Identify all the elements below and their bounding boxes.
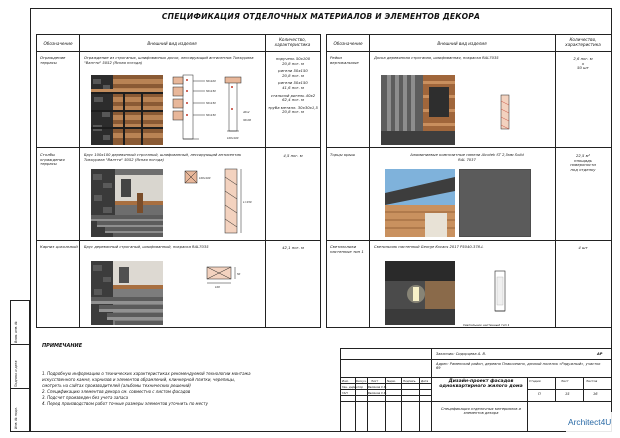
row-divider xyxy=(327,147,611,148)
stamp-line xyxy=(527,377,528,431)
sheet-title: СПЕЦИФИКАЦИЯ ОТДЕЛОЧНЫХ МАТЕРИАЛОВ И ЭЛЕМЕНТОВ ДЕКОРА xyxy=(161,12,481,21)
logo-text: Architect4U xyxy=(568,417,612,427)
qty-line: 62,4 пог. м xyxy=(282,97,304,103)
header-view: Внешний вид изделия xyxy=(147,41,197,46)
row-qty-lamps xyxy=(557,246,609,254)
qty-line: ригели 50х150 xyxy=(278,80,308,86)
qty-line: ригели 50х150 xyxy=(278,68,308,74)
railing-section-drawing xyxy=(169,73,261,145)
dim-label: 50х150 xyxy=(206,114,216,117)
header-qty: Количество, характеристика xyxy=(565,37,601,47)
qty-line: 20,8 пог. м xyxy=(282,72,304,78)
row-qty-roof-edges xyxy=(557,154,609,175)
stamp-col-label: №док. xyxy=(387,379,397,383)
right-spec-table xyxy=(326,34,612,328)
row-desc-railing: Ограждение из строганых, шлифованных досок, лессирующий антисептик Тиккурила "Валтти" 5052 (Ясная погода) xyxy=(84,56,254,65)
gray-panel-swatch xyxy=(459,169,531,237)
row-desc-lamps: Светильник настенный George Kovacs 2017 P5040-378-L xyxy=(374,245,484,249)
dim-label: 100х100 xyxy=(199,177,211,180)
stamp-stage-header: Листов xyxy=(586,379,598,383)
stamp-sheet-name: Спецификация отделочных материалов и элементов декора xyxy=(441,407,521,416)
roof-edge-photo xyxy=(385,169,455,237)
stamp-line xyxy=(419,377,420,431)
header-qty: Количество, характеристика xyxy=(274,37,311,47)
slat-section-drawing xyxy=(491,91,521,135)
stamp-line xyxy=(555,377,556,401)
row-divider xyxy=(327,240,611,241)
stamp-line xyxy=(527,389,611,390)
note-line: 2. Спецификацию элементов декора см. совместно с листом фасадов xyxy=(42,389,191,394)
note-line: 4. Перед производством работ точные размеры элементов уточнить по месту xyxy=(42,401,208,406)
stamp-line xyxy=(341,377,611,378)
stamp-col-label: Дата xyxy=(421,379,429,383)
qty-line: площадь xyxy=(574,157,592,163)
stamp-sheet-number: 15 xyxy=(565,392,570,396)
dim-label: 100 xyxy=(215,286,220,289)
row-qty-railing xyxy=(267,57,319,118)
stamp-sheet-total: 16 xyxy=(593,392,598,396)
stamp-person: Беляков С.В. xyxy=(368,391,387,395)
row-qty-posts xyxy=(267,154,319,162)
slats-photo xyxy=(381,75,455,145)
stamp-col-label: Кол.уч. xyxy=(356,379,367,383)
qty-line: 20,8 пог. м xyxy=(282,109,304,115)
architect4u-logo xyxy=(566,412,618,434)
qty-line: 20,8 пог. м xyxy=(282,60,304,66)
qty-line: 4 шт xyxy=(578,245,588,250)
stamp-stage-header: Лист xyxy=(561,379,569,383)
railing-photo xyxy=(91,75,163,145)
qty-line: поручень 50х100 xyxy=(275,56,311,61)
stamp-code: АР xyxy=(597,352,603,356)
row-name-railing: Ограждение террасы xyxy=(40,55,66,65)
dim-label: 50 xyxy=(237,273,241,276)
dim-label: 50х150 xyxy=(206,102,216,105)
left-spec-table xyxy=(36,34,321,328)
dim-label: 40х2 xyxy=(243,111,250,114)
row-divider xyxy=(37,51,320,52)
dim-label: 30х30 xyxy=(243,119,252,122)
posts-section-drawing xyxy=(177,167,257,237)
row-divider xyxy=(327,51,611,52)
stamp-stage-value: П xyxy=(538,392,541,396)
qty-line: 50 шт xyxy=(577,65,589,71)
col-divider xyxy=(369,35,370,327)
qty-line: поверхности xyxy=(570,162,596,168)
note-line: искусственного камня, карнизов и элементов обрамлений, клинкерной плитки, черепицы, xyxy=(42,377,236,382)
cornice-photo xyxy=(91,261,163,325)
stamp-address: Адрес: Раменский район, деревня Плаксинино, дачный поселок «Радужный», участок 69 xyxy=(436,362,601,371)
dim-label: L=150 xyxy=(243,201,252,204)
row-desc-roof-edges: Алюминиевые композитные панели Alcotek ST 2,5мм Solid RAL 7037 xyxy=(410,153,524,162)
col-divider xyxy=(265,35,266,327)
row-name-cornice: Карниз цокольный xyxy=(40,244,78,249)
lamp-product-drawing xyxy=(477,263,527,323)
qty-line: 2,6 пог. м xyxy=(573,56,593,61)
row-name-roof-edges: Торцы крыш xyxy=(330,152,356,157)
stamp-role: ГАП xyxy=(342,391,348,395)
stamp-line xyxy=(401,377,402,431)
stamp-person: Беляков С.В. xyxy=(368,385,387,389)
stamp-line xyxy=(341,359,611,360)
row-divider xyxy=(37,147,320,148)
stamp-line xyxy=(341,401,611,402)
header-name: Обозначение xyxy=(333,41,363,46)
row-name-slats: Рейки вертикальные xyxy=(330,55,359,65)
side-label-inv-replace: Взам. инв. № xyxy=(14,321,18,343)
stamp-customer: Заказчик: Сидорцева А. В. xyxy=(436,352,487,356)
stamp-role: Ген. директор xyxy=(342,385,363,389)
side-stamp xyxy=(10,300,30,432)
col-divider xyxy=(79,35,80,327)
stamp-col-label: Подпись xyxy=(403,379,416,383)
posts-photo xyxy=(91,169,163,237)
lamp-caption: Светильник настенный тип 1 xyxy=(463,323,510,327)
qty-line: 42,1 пог. м xyxy=(282,245,304,250)
row-desc-posts: Брус 100х100 деревянный строганый, шлифованный, лессирующий антисептик Тиккурила "Валтти" 5052 (Ясная погода) xyxy=(84,153,242,162)
side-label-inv-number: Инв. № подл. xyxy=(14,407,18,429)
qty-line: 4,5 пог. м xyxy=(283,153,303,158)
row-qty-slats xyxy=(557,57,609,74)
row-qty-cornice xyxy=(267,246,319,254)
qty-line: труба металл. 30х30х1,5 xyxy=(268,104,318,110)
dim-label: 100х100 xyxy=(227,137,239,140)
notes-title: ПРИМЕЧАНИЕ xyxy=(42,343,83,349)
note-line: 3. Подсчет произведен без учета запаса xyxy=(42,395,129,400)
stamp-project-title: Дизайн-проект фасадов одноквартирного жилого дома xyxy=(439,379,523,389)
qty-line: стальной ригель 40х2 xyxy=(270,92,316,98)
row-desc-cornice: Брус деревянный строганый, шлифованный, покраска RAL7035 xyxy=(84,245,209,249)
side-label-signature-date: Подпись и дата xyxy=(14,360,18,387)
qty-line: 22,5 м² xyxy=(575,153,591,158)
row-name-lamps: Светильники настенные тип 1 xyxy=(330,244,364,254)
header-view: Внешний вид изделия xyxy=(437,41,487,46)
note-line: смотреть на сайтах производителей (альбомы технических решений) xyxy=(42,383,191,388)
qty-line: х xyxy=(581,60,585,66)
note-line: 1. Подробную информацию о технических характеристиках рекомендуемой технологии монтажа xyxy=(42,371,251,376)
cornice-section-drawing xyxy=(199,261,259,291)
stamp-col-label: Лист xyxy=(371,379,379,383)
row-divider xyxy=(37,240,320,241)
row-name-posts: Столбы ограждения террасы xyxy=(40,152,65,167)
qty-line: 41,6 пог. м xyxy=(282,84,304,90)
row-desc-slats: Доска деревянная строганая, шлифованная, покраска RAL7035 xyxy=(374,56,499,60)
stamp-line xyxy=(583,377,584,401)
stamp-line xyxy=(431,349,432,431)
qty-line: под отделку xyxy=(570,166,596,172)
lamp-facade-photo xyxy=(385,261,455,325)
stamp-stage-header: Стадия xyxy=(529,379,541,383)
dim-label: 50х150 xyxy=(206,90,216,93)
header-name: Обозначение xyxy=(43,41,73,46)
stamp-col-label: Изм. xyxy=(342,379,349,383)
col-divider xyxy=(555,35,556,327)
dim-label: 50х100 xyxy=(206,80,216,83)
